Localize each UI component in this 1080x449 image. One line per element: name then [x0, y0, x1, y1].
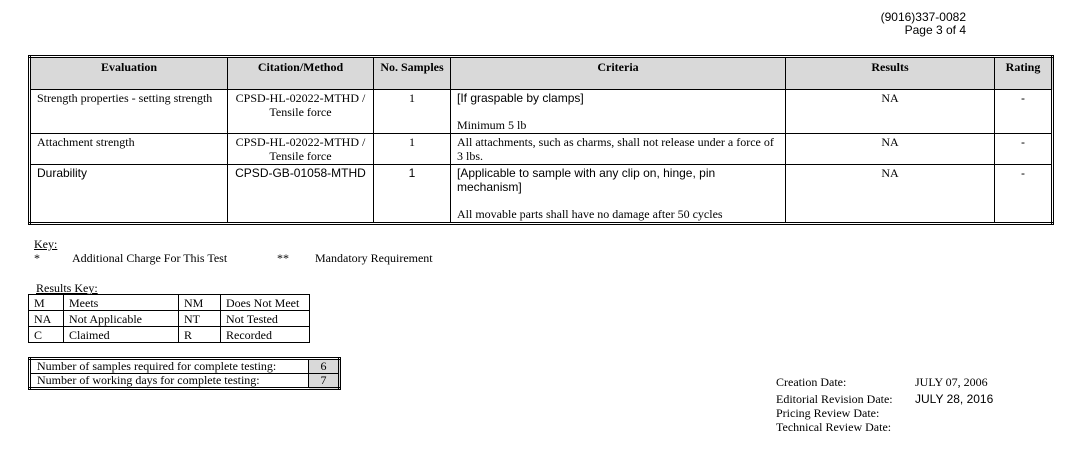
date-row: [776, 375, 993, 389]
cell-criteria: [451, 90, 786, 134]
results-key-code: NT: [179, 311, 221, 327]
key-title: Key:: [34, 237, 58, 251]
cell-citation: CPSD-HL-02022-MTHD / Tensile force: [228, 134, 374, 165]
cell-citation: CPSD-HL-02022-MTHD / Tensile force: [228, 90, 374, 134]
results-key-table: [28, 294, 310, 343]
results-key-meaning: Not Tested: [221, 311, 310, 327]
table-row: [29, 295, 310, 311]
table-row: [30, 374, 340, 389]
table-row: [29, 311, 310, 327]
summary-value: 7: [309, 374, 340, 389]
col-citation: Citation/Method: [228, 57, 374, 90]
results-key-code: C: [29, 327, 64, 343]
cell-rating: -: [995, 165, 1053, 224]
results-key-code: M: [29, 295, 64, 311]
table-row: [30, 134, 1053, 165]
results-key-meaning: Recorded: [221, 327, 310, 343]
key-text: Mandatory Requirement: [315, 251, 433, 265]
table-row: [29, 327, 310, 343]
results-key-code: R: [179, 327, 221, 343]
cell-samples: 1: [374, 90, 451, 134]
cell-results: NA: [786, 134, 995, 165]
col-samples: No. Samples: [374, 57, 451, 90]
date-row: [776, 392, 993, 406]
key-legend: [34, 237, 433, 265]
results-key-meaning: Not Applicable: [64, 311, 179, 327]
key-text: Additional Charge For This Test: [72, 251, 228, 265]
cell-criteria: [451, 165, 786, 224]
table-header-row: [30, 57, 1053, 90]
date-value: JULY 07, 2006: [915, 375, 988, 389]
cell-criteria: All attachments, such as charms, shall not release under a force of 3 lbs.: [451, 134, 786, 165]
results-key-code: NM: [179, 295, 221, 311]
cell-rating: -: [995, 134, 1053, 165]
cell-samples: 1: [374, 134, 451, 165]
date-row: [776, 406, 993, 420]
date-label: Technical Review Date:: [776, 420, 892, 434]
date-label: Editorial Revision Date:: [776, 392, 893, 406]
results-key-title: Results Key:: [36, 281, 98, 295]
summary-label: Number of samples required for complete testing:: [30, 359, 309, 374]
cell-citation: CPSD-GB-01058-MTHD: [228, 165, 374, 224]
summary-value: 6: [309, 359, 340, 374]
cell-rating: -: [995, 90, 1053, 134]
cell-results: NA: [786, 165, 995, 224]
table-row: [30, 165, 1053, 224]
criteria-line: [Applicable to sample with any clip on, hinge, pin mechanism]: [457, 166, 716, 194]
phone-number: (9016)337-0082: [880, 10, 966, 24]
cell-evaluation: Strength properties - setting strength: [30, 90, 228, 134]
page-number: Page 3 of 4: [904, 23, 966, 37]
summary-label: Number of working days for complete testing:: [30, 374, 309, 389]
key-symbol: *: [34, 251, 40, 265]
testing-summary-table: [28, 357, 341, 390]
date-row: [776, 420, 993, 434]
results-key-meaning: Claimed: [64, 327, 179, 343]
date-label: Pricing Review Date:: [776, 406, 880, 420]
col-results: Results: [786, 57, 995, 90]
evaluation-table: [28, 55, 1054, 225]
criteria-line: Minimum 5 lb: [457, 118, 527, 132]
criteria-line: [If graspable by clamps]: [457, 91, 584, 105]
col-criteria: Criteria: [451, 57, 786, 90]
table-row: [30, 359, 340, 374]
cell-evaluation: Durability: [30, 165, 228, 224]
col-rating: Rating: [995, 57, 1053, 90]
page-header: [881, 11, 966, 37]
key-row: [34, 251, 433, 265]
key-symbol: **: [277, 251, 289, 265]
cell-samples: 1: [374, 165, 451, 224]
criteria-line: All movable parts shall have no damage after 50 cycles: [457, 207, 723, 221]
cell-results: NA: [786, 90, 995, 134]
cell-evaluation: Attachment strength: [30, 134, 228, 165]
col-evaluation: Evaluation: [30, 57, 228, 90]
results-key-meaning: Does Not Meet: [221, 295, 310, 311]
results-key-meaning: Meets: [64, 295, 179, 311]
revision-dates: [776, 375, 993, 434]
date-label: Creation Date:: [776, 375, 847, 389]
table-row: [30, 90, 1053, 134]
results-key-code: NA: [29, 311, 64, 327]
date-value: JULY 28, 2016: [915, 392, 994, 406]
